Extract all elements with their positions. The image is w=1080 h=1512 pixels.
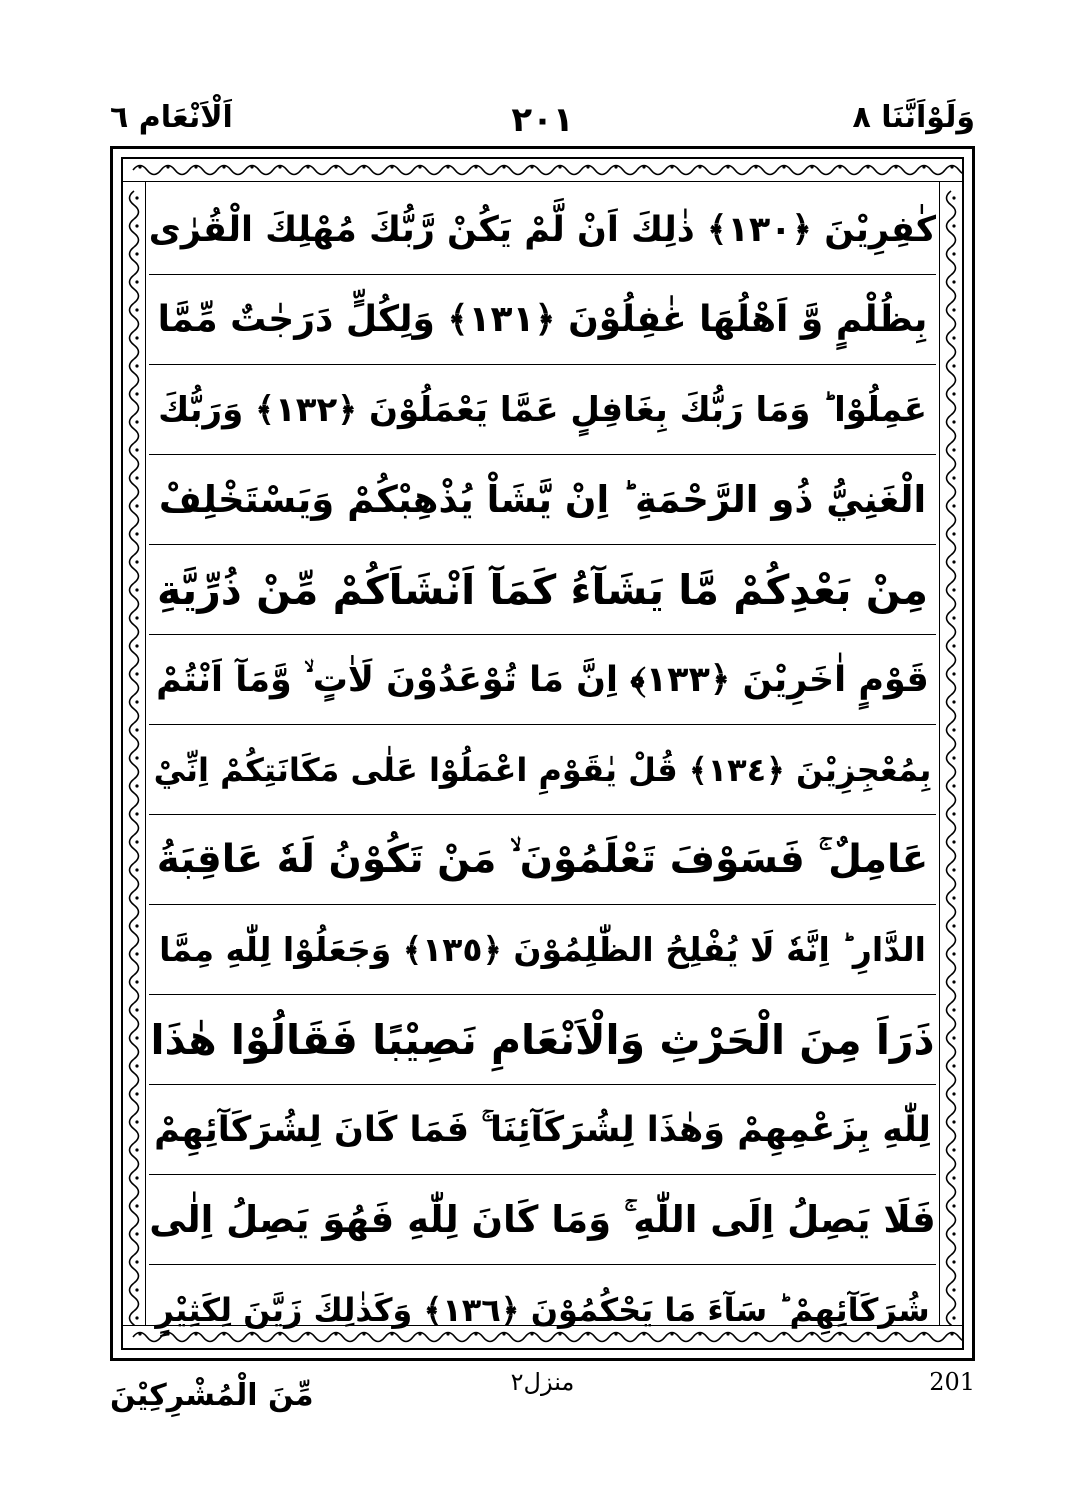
border-dot-ornament [922,165,925,168]
border-dot-ornament [362,165,365,168]
border-scroll-ornament [329,166,357,175]
border-scroll-ornament [130,695,139,723]
catchword: مِّنَ الْمُشْرِكِيْنَ [110,1378,314,1413]
border-scroll-ornament [947,667,956,695]
border-scroll-ornament [130,471,139,499]
border-scroll-ornament [130,275,139,303]
verse-line-6: قَوْمٍ اٰخَرِيْنَ ﴿١٣٣﴾ اِنَّ مَا تُوْعَدُوْنَ لَاٰتٍ ۙ وَّمَآ اَنْتُمْ [149,635,936,725]
border-dot-ornament [222,165,225,168]
border-scroll-ornament [947,1199,956,1227]
border-scroll-ornament [413,166,441,175]
border-dot-ornament [952,728,955,731]
border-dot-ornament [135,1064,138,1067]
border-dot-ornament [810,165,813,168]
border-scroll-ornament [947,639,956,667]
border-scroll-ornament [947,443,956,471]
border-dot-ornament [952,476,955,479]
border-dot-ornament [952,1120,955,1123]
verse-text-area [149,185,936,1329]
border-dot-ornament [135,476,138,479]
border-dot-ornament [135,1176,138,1179]
left-ornament [123,181,145,1326]
border-dot-ornament [135,952,138,955]
border-dot-ornament [952,1316,955,1319]
border-scroll-ornament [130,583,139,611]
border-dot-ornament [135,560,138,563]
border-dot-ornament [135,364,138,367]
border-scroll-ornament [581,166,609,175]
border-dot-ornament [952,756,955,759]
border-scroll-ornament [130,191,139,219]
border-scroll-ornament [947,275,956,303]
border-scroll-ornament [947,415,956,443]
border-scroll-ornament [947,1171,956,1199]
border-scroll-ornament [130,667,139,695]
inner-border [121,157,964,1350]
border-dot-ornament [135,1288,138,1291]
border-scroll-ornament [947,1031,956,1059]
border-scroll-ornament [947,583,956,611]
border-scroll-ornament [130,807,139,835]
page-border-frame [110,146,975,1361]
border-scroll-ornament [637,166,665,175]
border-dot-ornament [782,165,785,168]
border-dot-ornament [135,1204,138,1207]
border-scroll-ornament [947,919,956,947]
border-dot-ornament [952,1260,955,1263]
border-dot-ornament [135,1316,138,1319]
border-scroll-ornament [385,166,413,175]
verse-line-9: الدَّارِ ؕ اِنَّهٗ لَا يُفْلِحُ الظّٰلِمُوْنَ ﴿١٣٥﴾ وَجَعَلُوْا لِلّٰهِ مِمَّا [149,905,936,995]
border-scroll-ornament [130,863,139,891]
border-dot-ornament [952,336,955,339]
border-dot-ornament [138,1332,141,1335]
border-scroll-ornament [947,1143,956,1171]
border-scroll-ornament [130,387,139,415]
border-dot-ornament [278,165,281,168]
border-scroll-ornament [947,975,956,1003]
border-dot-ornament [894,165,897,168]
border-dot-ornament [135,196,138,199]
border-scroll-ornament [947,219,956,247]
border-scroll-ornament [130,247,139,275]
verse-line-4: الْغَنِيُّ ذُو الرَّحْمَةِ ؕ اِنْ يَّشَاْ يُذْهِبْكُمْ وَيَسْتَخْلِفْ [149,455,936,545]
border-dot-ornament [952,280,955,283]
border-dot-ornament [952,560,955,563]
border-scroll-ornament [947,303,956,331]
border-dot-ornament [952,812,955,815]
border-dot-ornament [952,504,955,507]
left-ornament-band [123,181,146,1326]
border-dot-ornament [726,165,729,168]
border-dot-ornament [530,165,533,168]
border-dot-ornament [952,308,955,311]
border-dot-ornament [952,532,955,535]
border-dot-ornament [558,165,561,168]
border-dot-ornament [952,224,955,227]
border-dot-ornament [838,165,841,168]
border-dot-ornament [135,728,138,731]
border-scroll-ornament [693,166,721,175]
border-dot-ornament [135,924,138,927]
border-scroll-ornament [947,779,956,807]
border-dot-ornament [952,616,955,619]
border-dot-ornament [952,1092,955,1095]
border-scroll-ornament [130,331,139,359]
border-scroll-ornament [130,919,139,947]
border-dot-ornament [952,1176,955,1179]
surah-title: اَلْاَنْعَام ٦ [110,100,233,135]
border-scroll-ornament [130,555,139,583]
border-dot-ornament [952,588,955,591]
border-dot-ornament [952,420,955,423]
border-scroll-ornament [947,471,956,499]
border-scroll-ornament [469,166,497,175]
border-scroll-ornament [889,166,917,175]
border-scroll-ornament [130,835,139,863]
border-scroll-ornament [441,166,469,175]
border-dot-ornament [586,165,589,168]
verse-line-3: عَمِلُوْا ؕ وَمَا رَبُّكَ بِغَافِلٍ عَمَّا يَعْمَلُوْنَ ﴿١٣٢﴾ وَرَبُّكَ [149,365,936,455]
border-dot-ornament [135,280,138,283]
border-dot-ornament [952,196,955,199]
border-dot-ornament [135,1148,138,1151]
border-dot-ornament [952,784,955,787]
border-scroll-ornament [777,166,805,175]
border-scroll-ornament [130,611,139,639]
border-scroll-ornament [947,247,956,275]
border-scroll-ornament [130,891,139,919]
border-dot-ornament [135,868,138,871]
border-scroll-ornament [130,1115,139,1143]
border-dot-ornament [614,165,617,168]
border-scroll-ornament [947,1059,956,1087]
border-scroll-ornament [947,191,956,219]
border-scroll-ornament [130,415,139,443]
border-scroll-ornament [947,751,956,779]
border-dot-ornament [670,165,673,168]
border-dot-ornament [952,952,955,955]
border-scroll-ornament [665,166,693,175]
verse-line-11: لِلّٰهِ بِزَعْمِهِمْ وَهٰذَا لِشُرَكَآئِنَا ۚ فَمَا كَانَ لِشُرَكَآئِهِمْ [149,1085,936,1175]
border-dot-ornament [135,980,138,983]
border-scroll-ornament [130,359,139,387]
border-dot-ornament [446,165,449,168]
border-dot-ornament [952,644,955,647]
border-dot-ornament [952,896,955,899]
border-scroll-ornament [947,1255,956,1283]
border-dot-ornament [135,308,138,311]
border-dot-ornament [952,1204,955,1207]
border-scroll-ornament [947,835,956,863]
verse-line-1: كٰفِرِيْنَ ﴿١٣٠﴾ ذٰلِكَ اَنْ لَّمْ يَكُنْ رَّبُّكَ مُهْلِكَ الْقُرٰى [149,185,936,275]
border-scroll-ornament [947,863,956,891]
border-scroll-ornament [273,166,301,175]
border-scroll-ornament [553,166,581,175]
top-ornament-band [123,159,962,182]
border-dot-ornament [952,1232,955,1235]
border-scroll-ornament [130,779,139,807]
border-scroll-ornament [947,611,956,639]
border-scroll-ornament [947,723,956,751]
border-scroll-ornament [130,303,139,331]
verse-line-12: فَلَا يَصِلُ اِلَى اللّٰهِ ۚ وَمَا كَانَ لِلّٰهِ فَهُوَ يَصِلُ اِلٰى [149,1175,936,1265]
border-dot-ornament [334,165,337,168]
border-dot-ornament [135,1008,138,1011]
border-dot-ornament [135,672,138,675]
border-dot-ornament [950,165,953,168]
border-scroll-ornament [130,443,139,471]
border-scroll-ornament [947,1227,956,1255]
border-dot-ornament [135,616,138,619]
border-scroll-ornament [609,166,637,175]
border-dot-ornament [642,165,645,168]
border-dot-ornament [135,1120,138,1123]
border-dot-ornament [194,165,197,168]
border-scroll-ornament [161,166,189,175]
border-scroll-ornament [497,166,525,175]
border-scroll-ornament [749,166,777,175]
page-number-arabic: ٢٠١ [511,100,574,140]
border-dot-ornament [135,756,138,759]
border-scroll-ornament [217,166,245,175]
border-scroll-ornament [130,639,139,667]
border-dot-ornament [952,840,955,843]
border-scroll-ornament [947,1115,956,1143]
border-dot-ornament [502,165,505,168]
border-dot-ornament [138,165,141,168]
border-dot-ornament [135,812,138,815]
border-dot-ornament [135,532,138,535]
border-scroll-ornament [947,947,956,975]
border-scroll-ornament [130,1087,139,1115]
juz-title: وَلَوْاَنَّنَا ٨ [852,100,975,135]
border-scroll-ornament [947,359,956,387]
border-dot-ornament [952,980,955,983]
border-scroll-ornament [130,1171,139,1199]
border-dot-ornament [135,420,138,423]
border-dot-ornament [952,252,955,255]
right-ornament [940,181,962,1326]
border-dot-ornament [952,1036,955,1039]
border-dot-ornament [952,1008,955,1011]
verse-line-8: عَامِلٌ ۚ فَسَوْفَ تَعْلَمُوْنَ ۙ مَنْ تَكُوْنُ لَهٗ عَاقِبَةُ [149,815,936,905]
border-dot-ornament [950,1332,953,1335]
border-dot-ornament [952,364,955,367]
border-scroll-ornament [947,1283,956,1311]
verse-line-7: بِمُعْجِزِيْنَ ﴿١٣٤﴾ قُلْ يٰقَوْمِ اعْمَلُوْا عَلٰى مَكَانَتِكُمْ اِنِّيْ [149,725,936,815]
border-scroll-ornament [130,1199,139,1227]
border-dot-ornament [166,165,169,168]
border-scroll-ornament [947,499,956,527]
border-scroll-ornament [130,1003,139,1031]
border-scroll-ornament [130,527,139,555]
border-dot-ornament [135,1036,138,1039]
border-dot-ornament [135,1092,138,1095]
border-scroll-ornament [130,1227,139,1255]
border-dot-ornament [952,700,955,703]
border-dot-ornament [135,700,138,703]
page-footer [110,1368,975,1428]
verse-line-13: شُرَكَآئِهِمْ ؕ سَآءَ مَا يَحْكُمُوْنَ ﴿١٣٦﴾ وَكَذٰلِكَ زَيَّنَ لِكَثِيْرٍ [155,1291,930,1329]
border-dot-ornament [135,896,138,899]
border-scroll-ornament [130,1283,139,1311]
verse-line-10: ذَرَاَ مِنَ الْحَرْثِ وَالْاَنْعَامِ نَصِيْبًا فَقَالُوْا هٰذَا [149,995,936,1085]
border-dot-ornament [952,1064,955,1067]
border-scroll-ornament [130,975,139,1003]
border-dot-ornament [135,644,138,647]
verse-line-2: بِظُلْمٍ وَّ اَهْلُهَا غٰفِلُوْنَ ﴿١٣١﴾ وَلِكُلٍّ دَرَجٰتٌ مِّمَّا [149,275,936,365]
border-dot-ornament [135,252,138,255]
border-scroll-ornament [130,1059,139,1087]
border-dot-ornament [698,165,701,168]
border-dot-ornament [135,1232,138,1235]
border-dot-ornament [135,1260,138,1263]
border-scroll-ornament [947,387,956,415]
border-dot-ornament [250,165,253,168]
border-scroll-ornament [947,331,956,359]
border-dot-ornament [952,868,955,871]
border-dot-ornament [952,392,955,395]
border-scroll-ornament [861,166,889,175]
border-scroll-ornament [805,166,833,175]
border-dot-ornament [135,840,138,843]
border-scroll-ornament [947,527,956,555]
border-scroll-ornament [133,166,161,175]
border-dot-ornament [952,448,955,451]
border-scroll-ornament [357,166,385,175]
border-dot-ornament [135,504,138,507]
right-ornament-band [939,181,962,1326]
border-dot-ornament [952,1148,955,1151]
border-scroll-ornament [130,723,139,751]
border-dot-ornament [866,165,869,168]
page-number: 201 [929,1368,975,1396]
border-scroll-ornament [130,219,139,247]
border-scroll-ornament [833,166,861,175]
border-scroll-ornament [130,1031,139,1059]
border-scroll-ornament [947,695,956,723]
border-dot-ornament [135,588,138,591]
border-scroll-ornament [947,1003,956,1031]
border-scroll-ornament [189,166,217,175]
border-dot-ornament [135,448,138,451]
border-scroll-ornament [721,166,749,175]
manzil-label: منزل٢ [510,1368,575,1396]
top-ornament [123,159,962,181]
border-dot-ornament [306,165,309,168]
border-dot-ornament [754,165,757,168]
border-scroll-ornament [130,499,139,527]
border-dot-ornament [135,224,138,227]
border-dot-ornament [952,1288,955,1291]
border-scroll-ornament [947,1087,956,1115]
page-header [110,100,975,146]
border-dot-ornament [952,672,955,675]
border-dot-ornament [135,392,138,395]
border-scroll-ornament [947,555,956,583]
border-dot-ornament [135,336,138,339]
border-scroll-ornament [947,807,956,835]
border-scroll-ornament [301,166,329,175]
border-scroll-ornament [525,166,553,175]
border-dot-ornament [135,784,138,787]
border-scroll-ornament [130,751,139,779]
border-scroll-ornament [245,166,273,175]
border-scroll-ornament [130,1255,139,1283]
verse-line-5: مِنْ بَعْدِكُمْ مَّا يَشَآءُ كَمَآ اَنْشَاَكُمْ مِّنْ ذُرِّيَّةِ [149,545,936,635]
border-dot-ornament [952,924,955,927]
border-scroll-ornament [917,166,945,175]
border-dot-ornament [390,165,393,168]
border-dot-ornament [474,165,477,168]
border-scroll-ornament [947,891,956,919]
border-scroll-ornament [130,947,139,975]
border-dot-ornament [418,165,421,168]
border-scroll-ornament [130,1143,139,1171]
